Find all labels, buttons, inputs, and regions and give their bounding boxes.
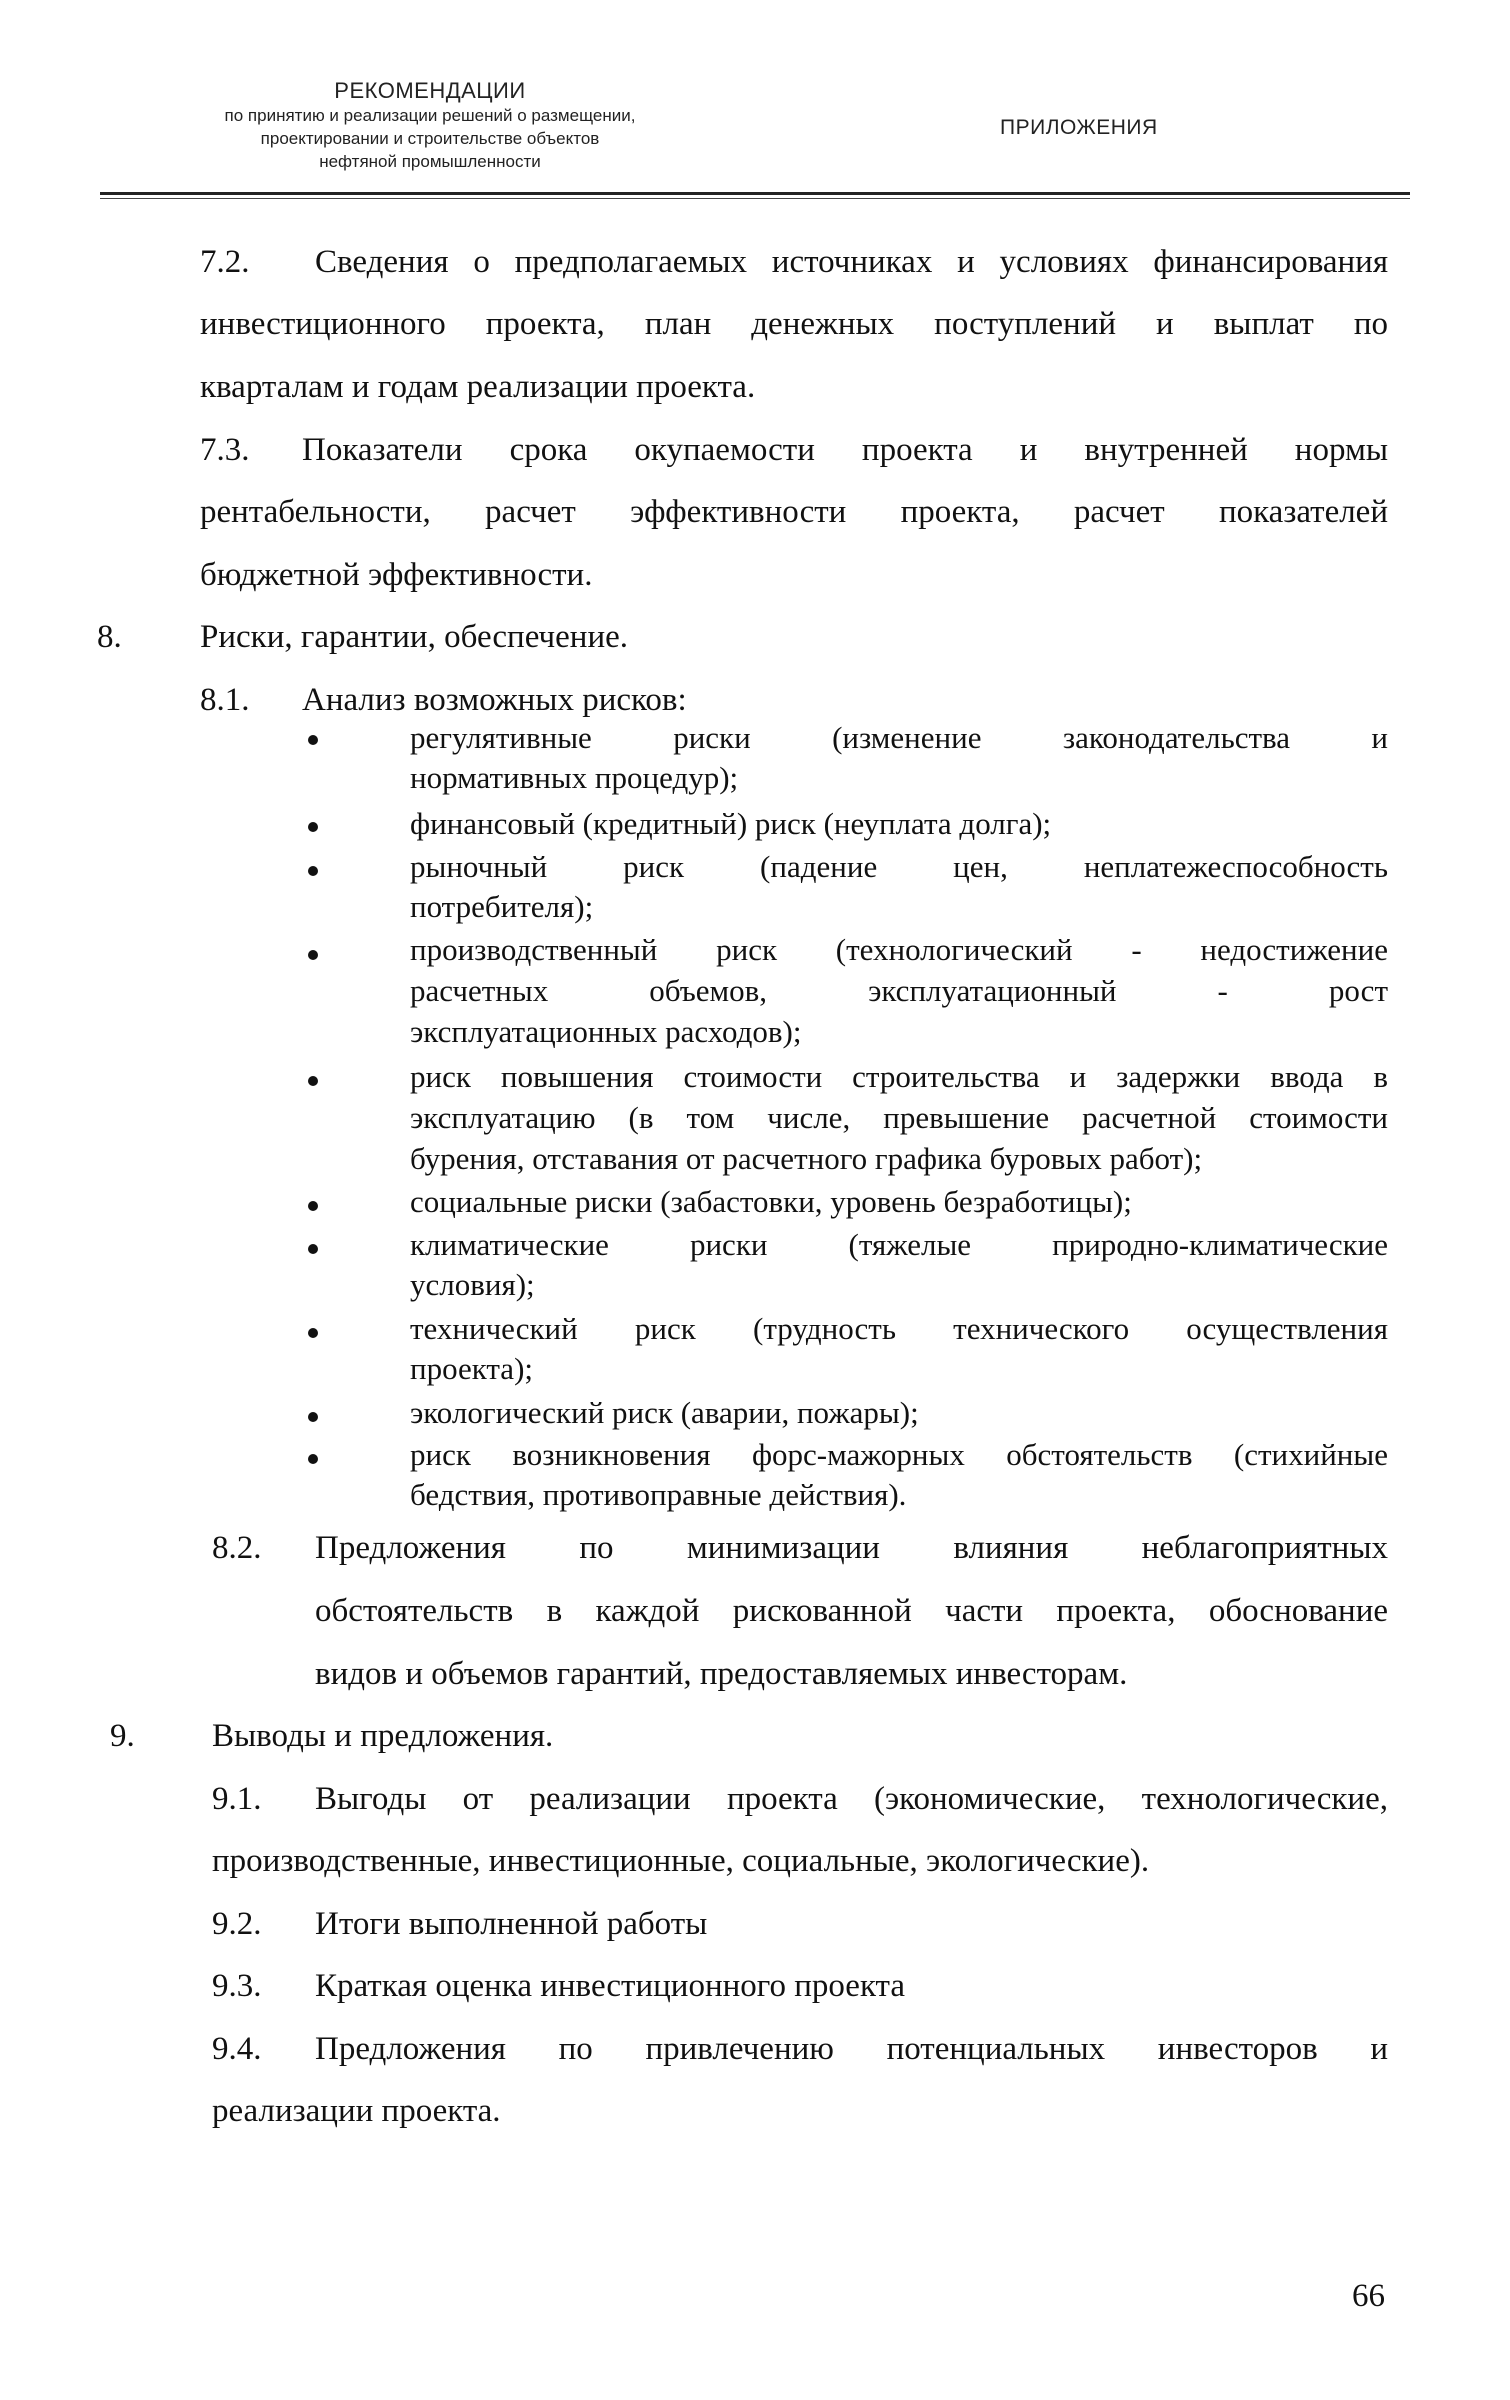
section-number: 8.1. xyxy=(200,682,250,718)
paragraph-line: Предложения по привлечению потенциальных инвесторов и xyxy=(315,2031,1388,2067)
header-subtitle-line3: нефтяной промышленности xyxy=(319,152,541,171)
bullet-icon xyxy=(308,1244,318,1254)
bullet-icon xyxy=(308,735,318,745)
list-item-line: климатические риски (тяжелые природно-климатические xyxy=(410,1227,1388,1262)
list-item-line: бедствия, противоправные действия). xyxy=(410,1477,907,1512)
paragraph-line: Выгоды от реализации проекта (экономические, технологические, xyxy=(315,1781,1388,1817)
section-number: 9. xyxy=(110,1718,135,1754)
list-item-line: регулятивные риски (изменение законодательства и xyxy=(410,720,1388,755)
bullet-icon xyxy=(308,950,318,960)
list-item-line: риск возникновения форс-мажорных обстоятельств (стихийные xyxy=(410,1437,1388,1472)
list-item-line: потребителя); xyxy=(410,889,594,924)
list-item-line: экологический риск (аварии, пожары); xyxy=(410,1395,919,1430)
section-heading: Итоги выполненной работы xyxy=(315,1906,708,1942)
section-number: 8. xyxy=(97,619,122,655)
header-title: РЕКОМЕНДАЦИИ xyxy=(334,78,526,103)
paragraph-line: производственные, инвестиционные, социальные, экологические). xyxy=(212,1843,1150,1879)
list-item-line: социальные риски (забастовки, уровень безработицы); xyxy=(410,1184,1132,1219)
bullet-icon xyxy=(308,1454,318,1464)
section-heading: Риски, гарантии, обеспечение. xyxy=(200,619,629,655)
paragraph-line: кварталам и годам реализации проекта. xyxy=(200,369,756,405)
paragraph-line: бюджетной эффективности. xyxy=(200,557,593,593)
header-subtitle-line1: по принятию и реализации решений о размещении, xyxy=(224,106,636,125)
bullet-icon xyxy=(308,822,318,832)
section-heading: Анализ возможных рисков: xyxy=(302,682,687,718)
list-item-line: проекта); xyxy=(410,1351,534,1386)
bullet-icon xyxy=(308,1328,318,1338)
section-number: 8.2. xyxy=(212,1530,262,1566)
list-item-line: нормативных процедур); xyxy=(410,760,739,795)
section-number: 9.4. xyxy=(212,2031,262,2067)
bullet-icon xyxy=(308,1076,318,1086)
list-item-line: финансовый (кредитный) риск (неуплата долга); xyxy=(410,806,1052,841)
header-divider xyxy=(100,192,1410,195)
list-item-line: рыночный риск (падение цен, неплатежеспособность xyxy=(410,849,1388,884)
list-item-line: технический риск (трудность технического осуществления xyxy=(410,1311,1388,1346)
section-number: 9.1. xyxy=(212,1781,262,1817)
header-subtitle-line2: проектировании и строительстве объектов xyxy=(260,129,600,148)
header-divider-thin xyxy=(100,198,1410,199)
section-heading: Выводы и предложения. xyxy=(212,1718,554,1754)
paragraph-line: Показатели срока окупаемости проекта и внутренней нормы xyxy=(302,432,1388,468)
paragraph-line: рентабельности, расчет эффективности проекта, расчет показателей xyxy=(200,494,1388,530)
bullet-icon xyxy=(308,1412,318,1422)
list-item-line: условия); xyxy=(410,1267,535,1302)
paragraph-line: Предложения по минимизации влияния неблагоприятных xyxy=(315,1530,1388,1566)
paragraph-line: обстоятельств в каждой рискованной части проекта, обоснование xyxy=(315,1593,1388,1629)
list-item-line: бурения, отставания от расчетного графика буровых работ); xyxy=(410,1141,1203,1176)
bullet-icon xyxy=(308,866,318,876)
list-item-line: эксплуатационных расходов); xyxy=(410,1014,802,1049)
list-item-line: эксплуатацию (в том числе, превышение расчетной стоимости xyxy=(410,1100,1388,1135)
list-item-line: расчетных объемов, эксплуатационный - рост xyxy=(410,973,1388,1008)
list-item-line: риск повышения стоимости строительства и задержки ввода в xyxy=(410,1059,1388,1094)
list-item-line: производственный риск (технологический - недостижение xyxy=(410,932,1388,967)
header-title-block xyxy=(150,78,710,173)
paragraph-line: Сведения о предполагаемых источниках и условиях финансирования xyxy=(315,244,1388,280)
paragraph-line: реализации проекта. xyxy=(212,2093,501,2129)
section-heading: Краткая оценка инвестиционного проекта xyxy=(315,1968,906,2004)
section-number: 9.2. xyxy=(212,1906,262,1942)
section-number: 7.3. xyxy=(200,432,250,468)
paragraph-line: видов и объемов гарантий, предоставляемых инвесторам. xyxy=(315,1656,1128,1692)
bullet-icon xyxy=(308,1201,318,1211)
section-number: 7.2. xyxy=(200,244,250,280)
header-section: ПРИЛОЖЕНИЯ xyxy=(1000,116,1158,139)
paragraph-line: инвестиционного проекта, план денежных поступлений и выплат по xyxy=(200,306,1388,342)
page-number: 66 xyxy=(1352,2278,1385,2314)
section-number: 9.3. xyxy=(212,1968,262,2004)
